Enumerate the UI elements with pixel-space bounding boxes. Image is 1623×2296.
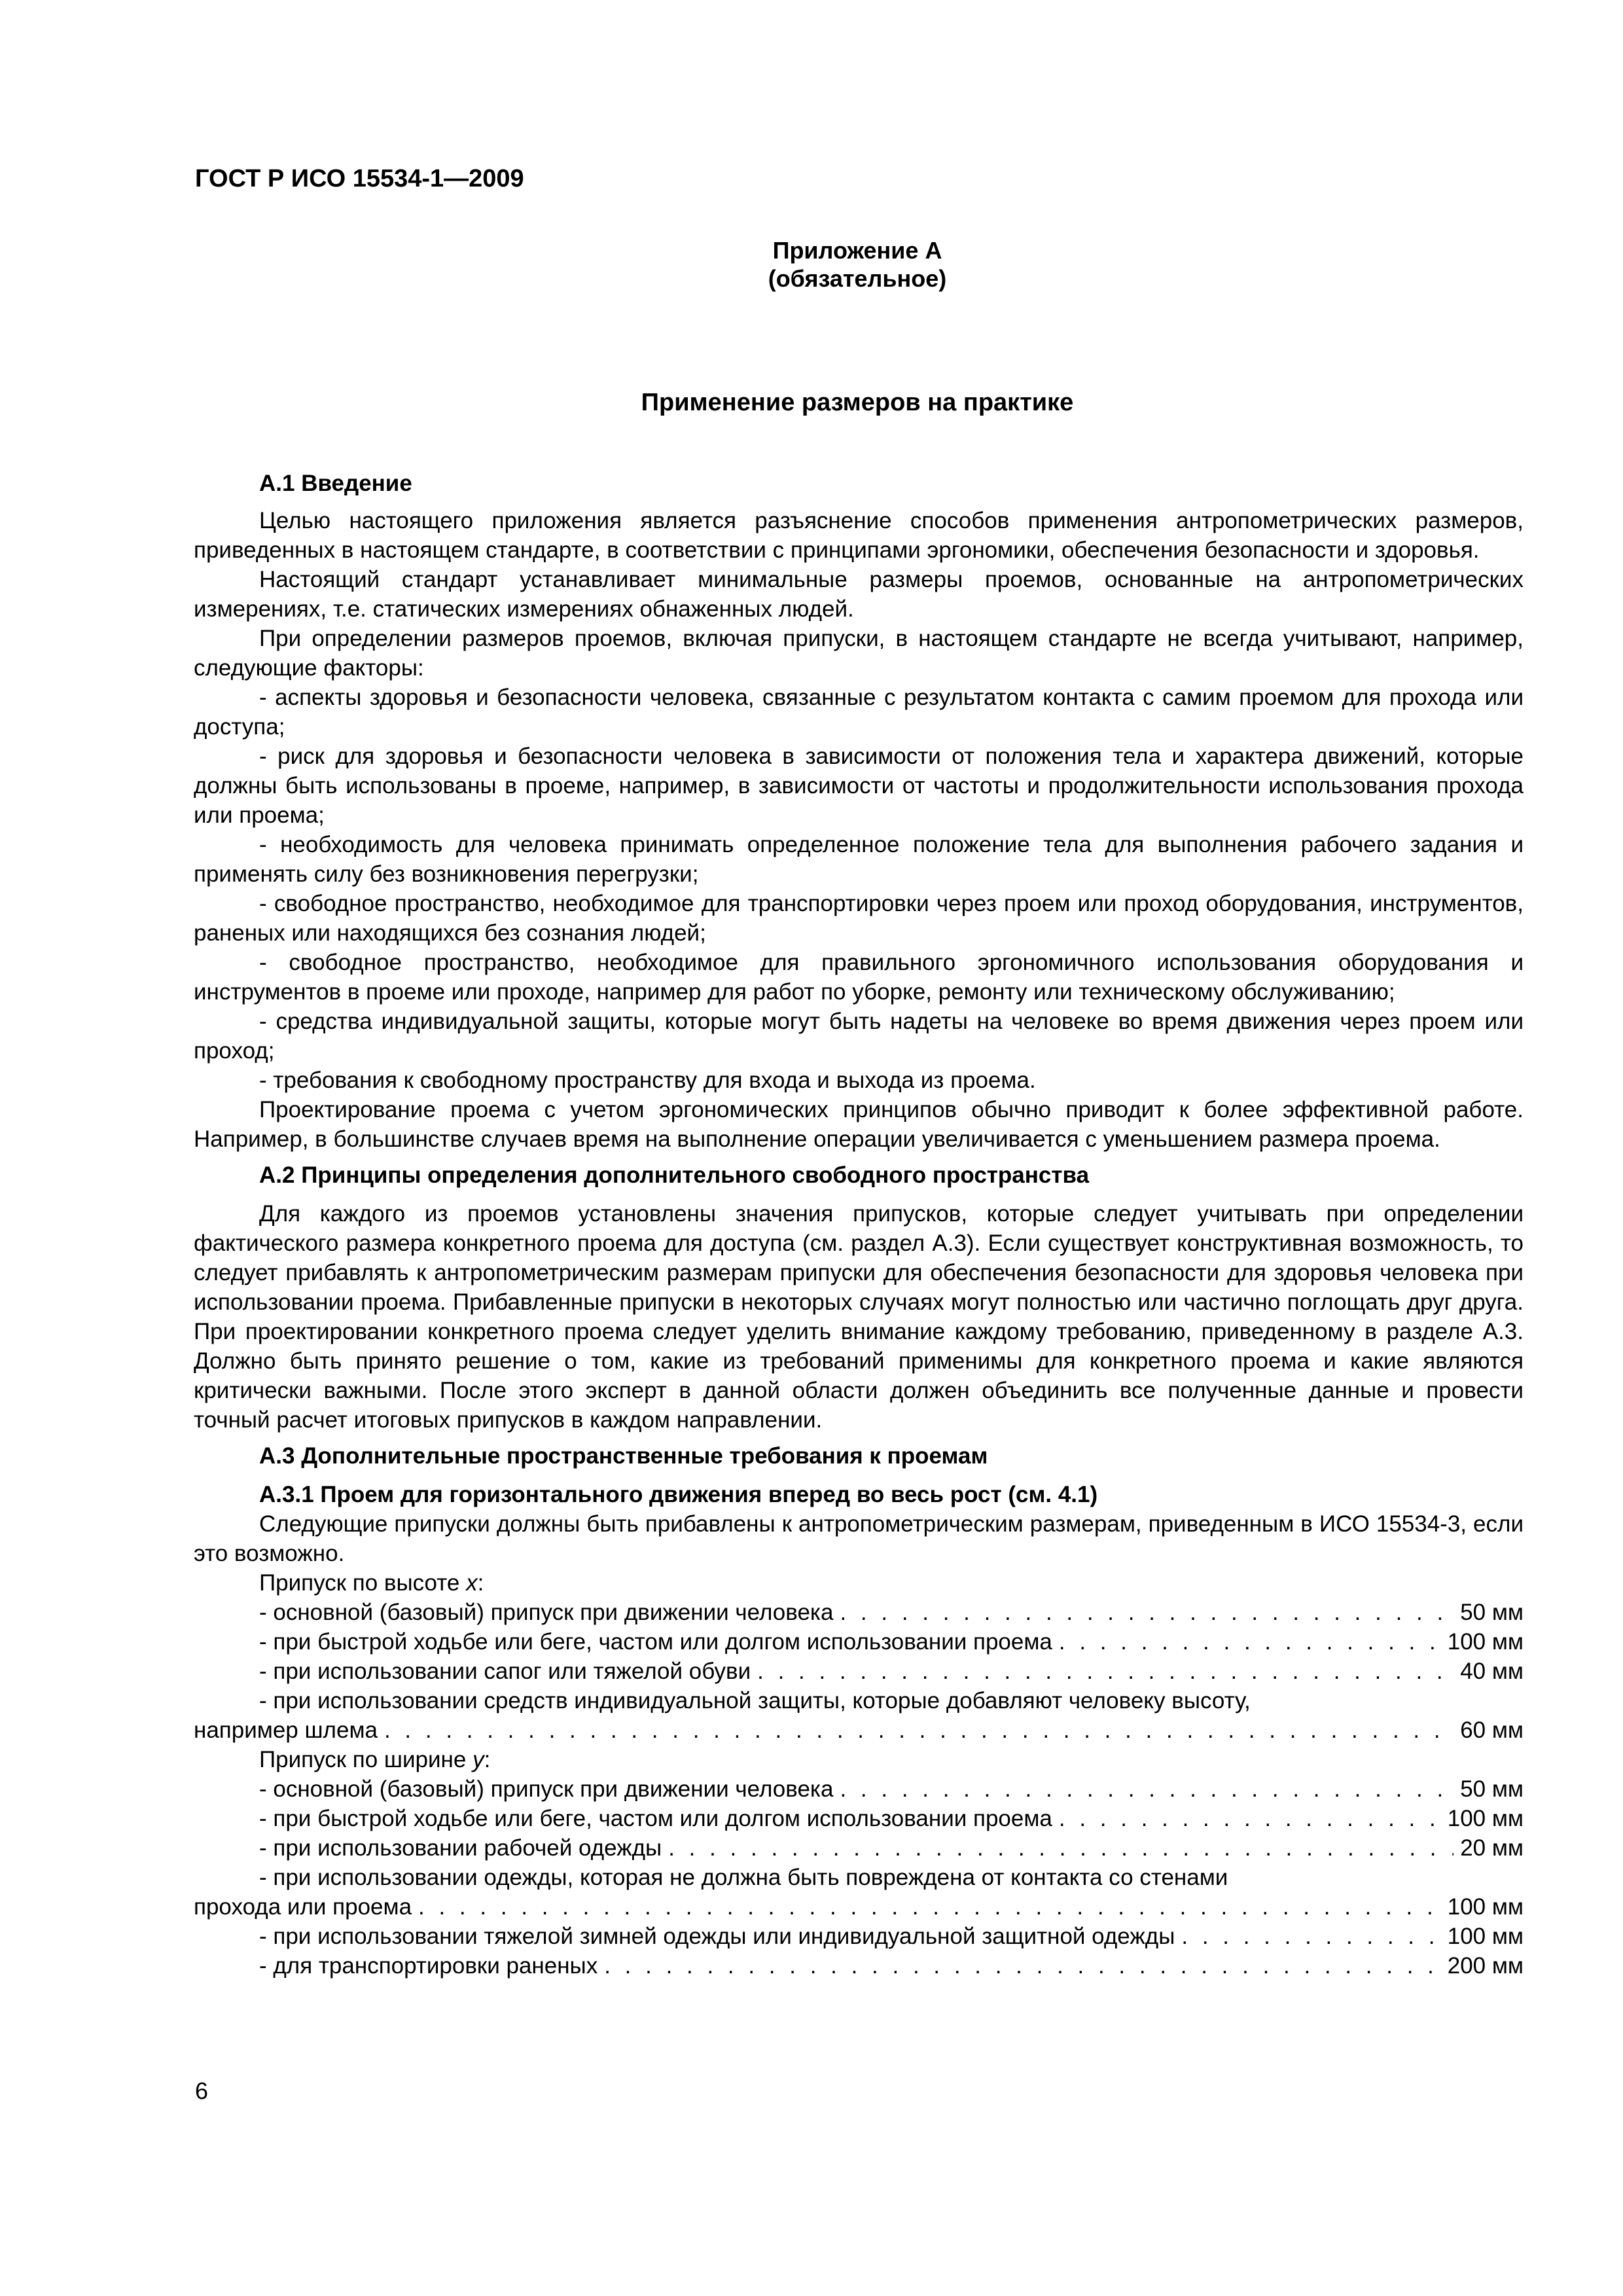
allowance-label: - основной (базовый) припуск при движении человека [259,1600,834,1625]
allowance-label-wrapped: - при использовании средств индивидуальной защиты, которые добавляют человеку высоту, [259,1688,1251,1713]
document-code: ГОСТ Р ИСО 15534-1—2009 [195,165,524,192]
allowance-value: 100 мм [1447,1894,1524,1920]
height-allowance-label [194,1568,1524,1598]
document-body [194,469,1524,1981]
paragraph: Настоящий стандарт устанавливает минимальные размеры проемов, основанные на антропометрических измерениях, т.е. статических измерениях обнаженных людей. [194,567,1524,622]
allowance-row [194,1951,1524,1981]
list-item: - средства индивидуальной защиты, которые могут быть надеты на человеке во время движения через проем или проход; [194,1009,1524,1064]
list-item: - свободное пространство, необходимое для правильного эргономичного использования оборудования и инструментов в проеме или проходе, например для работ по уборке, ремонту или техническому обслуживанию; [194,950,1524,1005]
section-a1-heading: А.1 Введение [259,471,412,496]
subsection-a3-1-heading: А.3.1 Проем для горизонтального движения вперед во весь рост (см. 4.1) [259,1482,1098,1507]
allowance-label: - при использовании сапог или тяжелой обуви [259,1659,751,1684]
allowance-label: например шлема [194,1717,378,1743]
allowance-label: - при быстрой ходьбе или беге, частом или долгом использовании проема [259,1806,1052,1831]
dot-leader [1181,1922,1440,1951]
allowance-value: 50 мм [1460,1600,1524,1625]
allowance-value: 100 мм [1447,1924,1524,1949]
allowance-row [194,1892,1524,1922]
width-variable: y [473,1747,484,1772]
dot-leader [418,1892,1441,1922]
allowance-label: - при использовании тяжелой зимней одежды или индивидуальной защитной одежды [259,1924,1175,1949]
allowance-label-wrapped: - при использовании одежды, которая не должна быть повреждена от контакта со стенами [259,1865,1228,1890]
allowance-label: - основной (базовый) припуск при движении человека [259,1776,834,1802]
allowance-value: 50 мм [1460,1776,1524,1802]
allowance-value: 60 мм [1460,1717,1524,1743]
annex-title: Приложение А [772,237,942,264]
allowance-value: 100 мм [1447,1629,1524,1655]
paragraph: Целью настоящего приложения является разъяснение способов применения антропометрических размеров, приведенных в настоящем стандарте, в соответствии с принципами эргономики, обеспечения безопасности и здоровья. [194,508,1524,563]
allowance-label: - при использовании рабочей одежды [259,1835,662,1861]
allowance-value: 200 мм [1447,1953,1524,1979]
section-a2-heading: А.2 Принципы определения дополнительного свободного пространства [259,1162,1090,1188]
width-label-text: Припуск по ширине [259,1747,473,1772]
allowance-label: прохода или проема [194,1894,412,1920]
paragraph: Проектирование проема с учетом эргономических принципов обычно приводит к более эффективной работе. Например, в большинстве случаев время на выполнение операции увеличивается с уменьшением размера проема. [194,1097,1524,1152]
section-a3-heading: А.3 Дополнительные пространственные требования к проемам [259,1443,988,1469]
allowance-label: - для транспортировки раненых [259,1953,598,1979]
dot-leader [668,1833,1454,1863]
list-item: - риск для здоровья и безопасности человека в зависимости от положения тела и характера движений, которые должны быть использованы в проеме, например, в зависимости от частоты и продолжительности использования прохода или проема; [194,744,1524,828]
allowance-value: 40 мм [1460,1659,1524,1684]
dot-leader [757,1657,1454,1686]
height-variable: x [466,1570,478,1596]
allowance-row [194,1804,1524,1833]
paragraph: Следующие припуски должны быть прибавлены к антропометрическим размерам, приведенным в ИСО 15534-3, если это возможно. [194,1511,1524,1566]
allowance-value: 100 мм [1447,1806,1524,1831]
list-item: - требования к свободному пространству для входа и выхода из проема. [259,1067,1036,1093]
allowance-row [194,1922,1524,1951]
paragraph: Для каждого из проемов установлены значения припусков, которые следует учитывать при определении фактического размера конкретного проема для доступа (см. раздел А.3). Если существует конструктивная возможность, то следует прибавлять к антропометрическим размерам припуски для обеспечения безопасности для здоровья человека при использовании проема. Прибавленные припуски в некоторых случаях могут полностью или частично поглощать друг друга. При проектировании конкретного проема следует уделить внимание каждому требованию, приведенному в разделе А.3. Должно быть принято решение о том, какие из требований применимы для конкретного проема и какие являются критически важными. После этого эксперт в данной области должен объединить все полученные данные и провести точный расчет итоговых припусков в каждом направлении. [194,1201,1524,1433]
dot-leader [1059,1804,1441,1833]
allowance-value: 20 мм [1460,1835,1524,1861]
dot-leader [840,1598,1454,1627]
dot-leader [840,1774,1454,1804]
allowance-row [194,1598,1524,1627]
allowance-row [194,1774,1524,1804]
allowance-label: - при быстрой ходьбе или беге, частом или долгом использовании проема [259,1629,1052,1655]
list-item: - аспекты здоровья и безопасности человека, связанные с результатом контакта с самим проемом для прохода или доступа; [194,685,1524,740]
paragraph: При определении размеров проемов, включая припуски, в настоящем стандарте не всегда учитывают, например, следующие факторы: [194,626,1524,681]
width-allowance-label [194,1745,1524,1774]
list-item: - свободное пространство, необходимое для транспортировки через проем или проход оборудования, инструментов, раненых или находящихся без сознания людей; [194,891,1524,946]
annex-status: (обязательное) [768,265,947,292]
dot-leader [1059,1627,1441,1657]
dot-leader [384,1715,1454,1745]
dot-leader [604,1951,1441,1981]
list-item: - необходимость для человека принимать определенное положение тела для выполнения рабочего задания и применять силу без возникновения перегрузки; [194,832,1524,887]
height-label-text: Припуск по высоте [259,1570,467,1596]
allowance-row [194,1715,1524,1745]
width-label-colon: : [484,1747,491,1772]
page-number: 6 [195,2077,209,2104]
height-label-colon: : [477,1570,484,1596]
main-title: Применение размеров на практике [641,389,1074,416]
allowance-row [194,1833,1524,1863]
allowance-row [194,1657,1524,1686]
allowance-row [194,1627,1524,1657]
